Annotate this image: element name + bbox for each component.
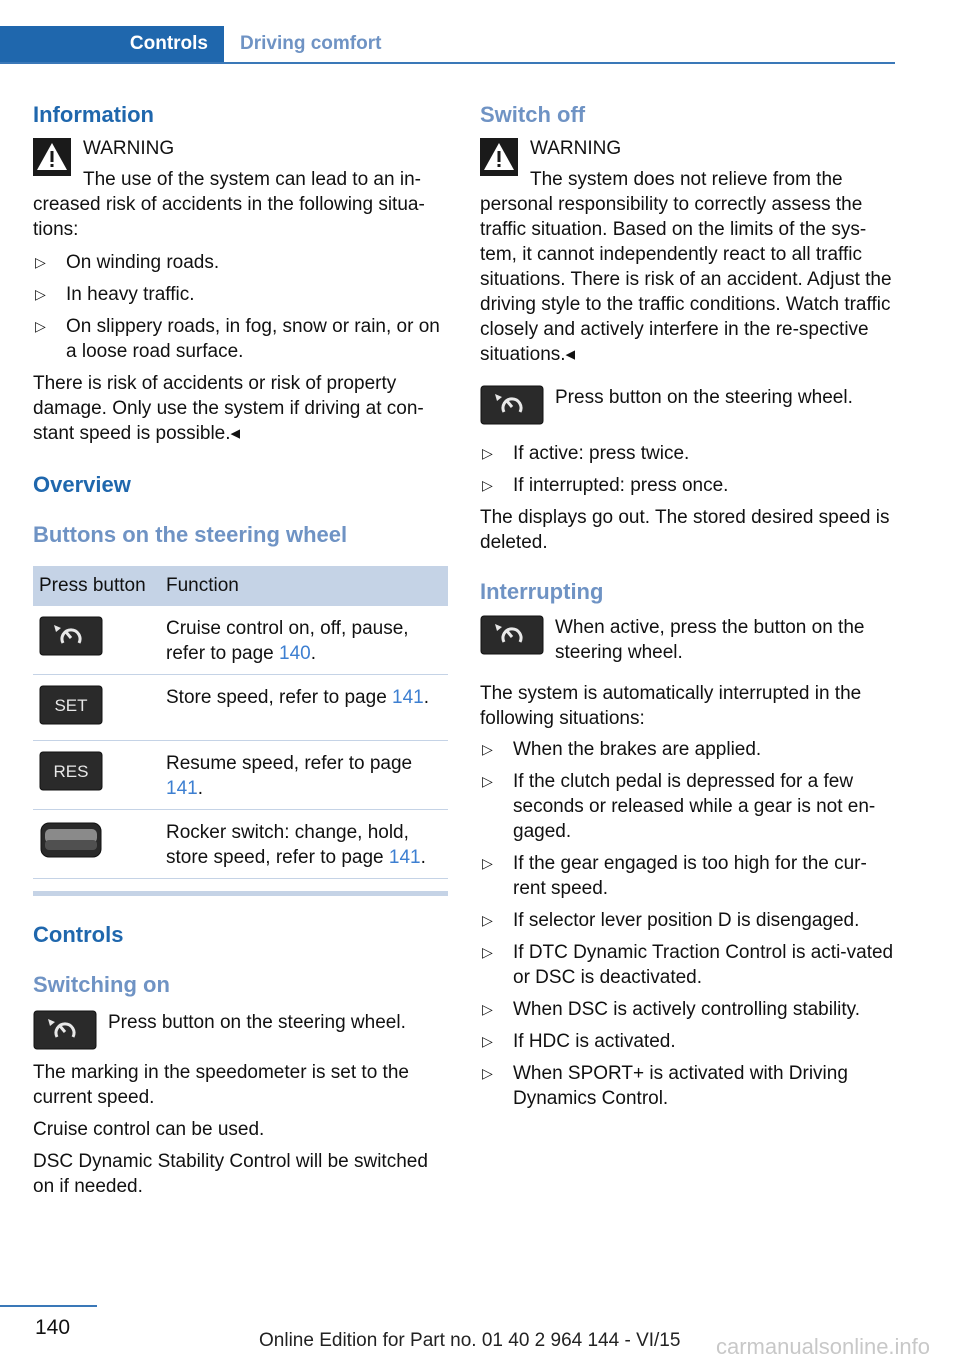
watermark: carmanualsonline.info bbox=[716, 1334, 931, 1359]
cruise-control-button-icon bbox=[480, 615, 544, 655]
auto-interrupt-list bbox=[480, 737, 896, 1111]
list-item: ▷ On slippery roads, in fog, snow or rain, or on a loose road surface. bbox=[35, 316, 440, 362]
overview-heading: Overview bbox=[33, 472, 131, 497]
warning-text-continued: personal responsibility to correctly assess the traffic situation. Based on the limits of the sys-tem, it cannot independently react to all traffic situations. There is risk of an accident. Adjust the driving style to the traffic conditions. Watch traffic closely and actively interfere in the re-spective situations.◂ bbox=[480, 194, 892, 365]
page-link[interactable]: 141 bbox=[392, 687, 424, 708]
table-header bbox=[33, 566, 448, 606]
list-item: ▷ If the clutch pedal is depressed for a few seconds or released while a gear is not en-gaged. bbox=[482, 771, 876, 842]
warning-text-continued: creased risk of accidents in the following situa-tions: bbox=[33, 194, 425, 240]
list-item: ▷ If active: press twice. bbox=[482, 443, 690, 464]
left-column bbox=[33, 100, 449, 1199]
warning-title: WARNING bbox=[83, 138, 175, 159]
list-item: ▷ If interrupted: press once. bbox=[482, 475, 729, 496]
col-press-button: Press button bbox=[33, 566, 160, 606]
right-column bbox=[480, 100, 896, 1118]
table-row: RES Resume speed, refer to page 141. bbox=[33, 741, 448, 810]
warning-block bbox=[480, 136, 896, 192]
tab-controls[interactable]: Controls bbox=[0, 26, 224, 62]
list-item: ▷ On winding roads. bbox=[35, 252, 220, 273]
col-function: Function bbox=[160, 566, 448, 606]
accident-situations-list bbox=[33, 250, 449, 364]
switch-off-list bbox=[480, 441, 896, 498]
list-item: ▷ If DTC Dynamic Traction Control is acti-vated or DSC is deactivated. bbox=[482, 942, 894, 988]
triangle-bullet-icon: ▷ bbox=[35, 254, 46, 270]
list-item: ▷ When SPORT+ is activated with Driving Dynamics Control. bbox=[482, 1063, 848, 1109]
interrupting-row bbox=[480, 615, 896, 665]
triangle-bullet-icon: ▷ bbox=[482, 944, 493, 960]
controls-heading: Controls bbox=[33, 922, 124, 947]
rocker-switch-icon bbox=[39, 820, 103, 860]
interrupting-heading: Interrupting bbox=[480, 579, 604, 604]
auto-interrupt-text: The system is automatically interrupted in the following situations: bbox=[480, 683, 862, 729]
footer-rule bbox=[0, 1305, 97, 1307]
buttons-table bbox=[33, 566, 448, 879]
triangle-bullet-icon: ▷ bbox=[482, 912, 493, 928]
triangle-bullet-icon: ▷ bbox=[482, 477, 493, 493]
table-row: SET Store speed, refer to page 141. bbox=[33, 675, 448, 741]
tab-driving-comfort[interactable]: Driving comfort bbox=[240, 33, 382, 54]
page-link[interactable]: 141 bbox=[166, 778, 198, 799]
warning-text: The use of the system can lead to an in- bbox=[83, 169, 421, 190]
page-number: 140 bbox=[35, 1316, 71, 1339]
warning-text: The system does not relieve from the bbox=[530, 169, 843, 190]
res-button-icon bbox=[39, 751, 103, 791]
list-item: ▷ If the gear engaged is too high for the cur-rent speed. bbox=[482, 853, 867, 899]
table-row: Rocker switch: change, hold, store speed, refer to page 141. bbox=[33, 810, 448, 879]
svg-text:SET: SET bbox=[54, 696, 88, 715]
triangle-bullet-icon: ▷ bbox=[482, 1033, 493, 1049]
warning-icon bbox=[33, 138, 71, 176]
triangle-bullet-icon: ▷ bbox=[35, 318, 46, 334]
switch-off-press-row bbox=[480, 385, 896, 425]
information-heading: Information bbox=[33, 102, 154, 127]
page-link[interactable]: 140 bbox=[279, 643, 311, 664]
triangle-bullet-icon: ▷ bbox=[482, 741, 493, 757]
switching-on-text: Press button on the steering wheel. bbox=[108, 1012, 406, 1033]
cruise-control-button-icon bbox=[33, 1010, 97, 1050]
warning-title: WARNING bbox=[530, 138, 622, 159]
interrupting-text: When active, press the button on the steering wheel. bbox=[555, 617, 865, 663]
switching-on-heading: Switching on bbox=[33, 972, 170, 997]
triangle-bullet-icon: ▷ bbox=[482, 1065, 493, 1081]
displays-text: The displays go out. The stored desired speed is deleted. bbox=[480, 507, 890, 553]
page-link[interactable]: 141 bbox=[388, 847, 421, 868]
header-tabs bbox=[0, 26, 895, 64]
list-item: ▷ If selector lever position D is disengaged. bbox=[482, 910, 860, 931]
svg-text:RES: RES bbox=[53, 762, 89, 781]
triangle-bullet-icon: ▷ bbox=[482, 855, 493, 871]
triangle-bullet-icon: ▷ bbox=[482, 445, 493, 461]
list-item: ▷ When DSC is actively controlling stability. bbox=[482, 999, 861, 1020]
list-item: ▷ If HDC is activated. bbox=[482, 1031, 676, 1052]
risk-text: There is risk of accidents or risk of property damage. Only use the system if driving at con-stant speed is possible.◂ bbox=[33, 373, 424, 444]
cruise-control-button-icon bbox=[480, 385, 544, 425]
triangle-bullet-icon: ▷ bbox=[35, 286, 46, 302]
set-button-icon bbox=[39, 685, 103, 725]
list-item: ▷ In heavy traffic. bbox=[35, 284, 195, 305]
switch-off-heading: Switch off bbox=[480, 102, 586, 127]
triangle-bullet-icon: ▷ bbox=[482, 1001, 493, 1017]
table-row: Cruise control on, off, pause, refer to page 140. bbox=[33, 606, 448, 675]
triangle-bullet-icon: ▷ bbox=[482, 773, 493, 789]
buttons-heading: Buttons on the steering wheel bbox=[33, 522, 348, 547]
dsc-text: DSC Dynamic Stability Control will be switched on if needed. bbox=[33, 1151, 428, 1197]
cruise-control-button-icon bbox=[39, 616, 103, 656]
switching-on-row bbox=[33, 1010, 449, 1050]
press-text: Press button on the steering wheel. bbox=[555, 387, 853, 408]
marking-text: The marking in the speedometer is set to the current speed. bbox=[33, 1062, 409, 1108]
warning-block bbox=[33, 136, 449, 192]
table-end-rule bbox=[33, 891, 448, 896]
list-item: ▷ When the brakes are applied. bbox=[482, 739, 762, 760]
cruise-text: Cruise control can be used. bbox=[33, 1119, 265, 1140]
edition-text: Online Edition for Part no. 01 40 2 964 144 - VI/15 bbox=[259, 1330, 681, 1351]
warning-icon bbox=[480, 138, 518, 176]
